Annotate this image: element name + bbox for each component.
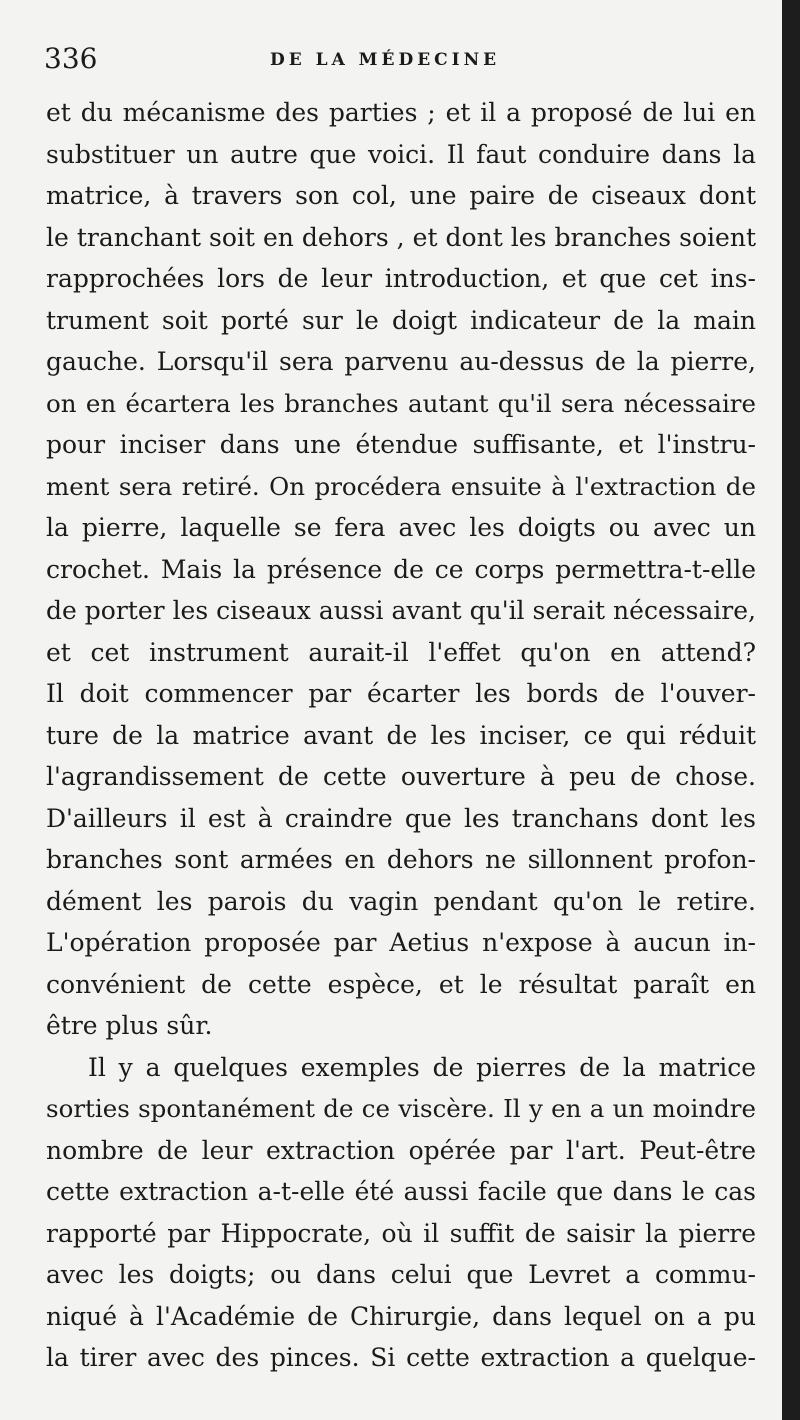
text-line: et cet instrument aurait-il l'effet qu'on en attend?: [46, 637, 756, 667]
text-line: ture de la matrice avant de les inciser, ce qui réduit: [46, 720, 756, 750]
text-line: L'opération proposée par Aetius n'expose à aucun in-: [46, 928, 756, 957]
text-line: crochet. Mais la présence de ce corps permettra-t-elle: [46, 554, 756, 584]
text-line: le tranchant soit en dehors , et dont les branches soient: [46, 222, 756, 252]
text-line: convénient de cette espèce, et le résultat paraît en: [46, 969, 756, 999]
text-line: être plus sûr.: [46, 1011, 213, 1040]
text-line: pour inciser dans une étendue suffisante, et l'instru-: [46, 430, 756, 459]
text-line: la pierre, laquelle se fera avec les doigts ou avec un: [46, 513, 756, 542]
text-line: gauche. Lorsqu'il sera parvenu au-dessus de la pierre,: [46, 347, 756, 376]
text-line: on en écartera les branches autant qu'il sera nécessaire: [46, 388, 756, 418]
text-line: cette extraction a-t-elle été aussi facile que dans le cas: [46, 1177, 756, 1206]
text-line: rapporté par Hippocrate, où il suffit de saisir la pierre: [46, 1218, 756, 1248]
text-line: Il doit commencer par écarter les bords de l'ouver-: [46, 679, 756, 708]
text-line: branches sont armées en dehors ne sillonnent profon-: [46, 845, 756, 874]
text-line: dément les parois du vagin pendant qu'on le retire.: [46, 886, 756, 916]
running-head: DE LA MÉDECINE: [270, 50, 501, 70]
text-line: ment sera retiré. On procédera ensuite à l'extraction de: [46, 471, 756, 501]
page-edge-shadow: [782, 0, 800, 1420]
text-line: nombre de leur extraction opérée par l'art. Peut-être: [46, 1135, 756, 1165]
text-line: rapprochées lors de leur introduction, et que cet ins-: [46, 264, 756, 293]
page-number: 336: [44, 42, 98, 75]
text-line: sorties spontanément de ce viscère. Il y en a un moindre: [46, 1094, 756, 1123]
text-line: trument soit porté sur le doigt indicateur de la main: [46, 305, 756, 335]
text-line: la tirer avec des pinces. Si cette extraction a quelque-: [46, 1343, 756, 1372]
text-line: matrice, à travers son col, une paire de ciseaux dont: [46, 181, 756, 210]
text-line: D'ailleurs il est à craindre que les tranchans dont les: [46, 803, 756, 833]
text-line: niqué à l'Académie de Chirurgie, dans lequel on a pu: [46, 1301, 756, 1331]
text-line: de porter les ciseaux aussi avant qu'il serait nécessaire,: [46, 596, 756, 625]
text-line: substituer un autre que voici. Il faut conduire dans la: [46, 139, 756, 169]
text-line: l'agrandissement de cette ouverture à peu de chose.: [46, 762, 756, 791]
text-line: et du mécanisme des parties ; et il a proposé de lui en: [46, 98, 756, 127]
text-line: Il y a quelques exemples de pierres de la matrice: [88, 1052, 756, 1082]
text-line: avec les doigts; ou dans celui que Levret a commu-: [46, 1260, 756, 1289]
